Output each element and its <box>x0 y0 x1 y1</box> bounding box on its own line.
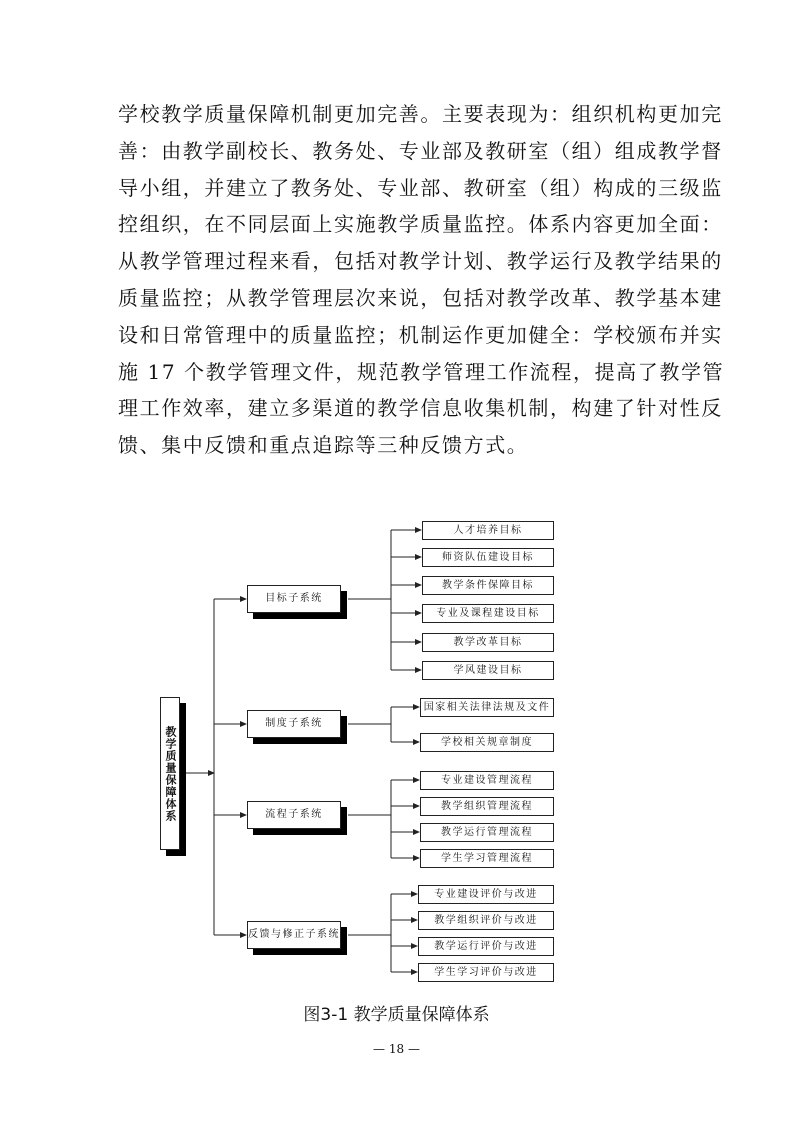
subsystem-regulation <box>247 710 341 738</box>
paragraph-line: 学校教学质量保障机制更加完善。主要表现为：组织机构更加完 <box>118 102 723 126</box>
leaf-node <box>422 604 554 623</box>
leaf-label: 教学运行评价与改进 <box>434 940 538 952</box>
leaf-node <box>420 698 554 717</box>
subsystem-label: 流程子系统 <box>265 809 323 820</box>
leaf-label: 国家相关法律法规及文件 <box>423 701 551 713</box>
leaf-node <box>422 521 554 540</box>
paragraph-line: 善：由教学副校长、教务处、专业部及教研室（组）组成教学督 <box>118 138 723 163</box>
subsystem-label: 反馈与修正子系统 <box>248 929 340 940</box>
figure-caption: 图3-1 教学质量保障体系 <box>303 1005 490 1025</box>
paragraph-line: 控组织，在不同层面上实施教学质量监控。体系内容更加全面： <box>118 212 723 237</box>
paragraph-line: 施 17 个教学管理文件，规范教学管理工作流程，提高了教学管 <box>118 359 725 384</box>
leaf-label: 教学改革目标 <box>453 636 523 648</box>
leaf-node <box>422 661 554 680</box>
leaf-label: 教学组织管理流程 <box>441 800 533 812</box>
leaf-node <box>420 823 554 842</box>
leaf-node <box>418 937 554 956</box>
leaf-label: 人才培养目标 <box>453 524 523 536</box>
leaf-label: 学生学习评价与改进 <box>434 966 538 978</box>
leaf-label: 学风建设目标 <box>453 664 523 676</box>
leaf-node <box>422 576 554 595</box>
subsystem-label: 制度子系统 <box>265 718 323 729</box>
leaf-node <box>418 911 554 930</box>
leaf-node <box>422 633 554 652</box>
paragraph-line: 理工作效率，建立多渠道的教学信息收集机制，构建了针对性反 <box>118 396 723 421</box>
subsystem-goal <box>247 585 341 613</box>
leaf-label: 专业建设管理流程 <box>441 774 533 786</box>
leaf-node <box>420 849 554 868</box>
paragraph-line: 导小组，并建立了教务处、专业部、教研室（组）构成的三级监 <box>118 175 723 200</box>
leaf-node <box>420 733 554 752</box>
subsystem-label: 目标子系统 <box>265 593 323 604</box>
leaf-node <box>418 885 554 904</box>
leaf-node <box>420 771 554 790</box>
leaf-label: 专业建设评价与改进 <box>434 888 538 900</box>
leaf-node <box>420 797 554 816</box>
leaf-label: 学生学习管理流程 <box>441 852 533 864</box>
paragraph-line: 从教学管理过程来看，包括对教学计划、教学运行及教学结果的 <box>118 249 723 274</box>
leaf-node <box>422 548 554 567</box>
page-number: — 18 — <box>373 1042 420 1056</box>
subsystem-feedback <box>247 921 341 949</box>
paragraph-line: 设和日常管理中的质量监控；机制运作更加健全：学校颁布并实 <box>118 322 723 347</box>
leaf-label: 教学运行管理流程 <box>441 826 533 838</box>
leaf-label: 学校相关规章制度 <box>441 736 533 748</box>
leaf-node <box>418 963 554 982</box>
paragraph-line: 质量监控；从教学管理层次来说，包括对教学改革、教学基本建 <box>118 285 723 310</box>
leaf-label: 教学条件保障目标 <box>442 579 534 591</box>
leaf-label: 师资队伍建设目标 <box>442 551 534 563</box>
leaf-label: 教学组织评价与改进 <box>434 914 538 926</box>
root-node <box>160 697 180 850</box>
root-label: 教学质量保障体系 <box>164 725 177 822</box>
subsystem-process <box>247 801 341 829</box>
leaf-label: 专业及课程建设目标 <box>436 607 540 619</box>
paragraph-line: 馈、集中反馈和重点追踪等三种反馈方式。 <box>118 433 529 458</box>
